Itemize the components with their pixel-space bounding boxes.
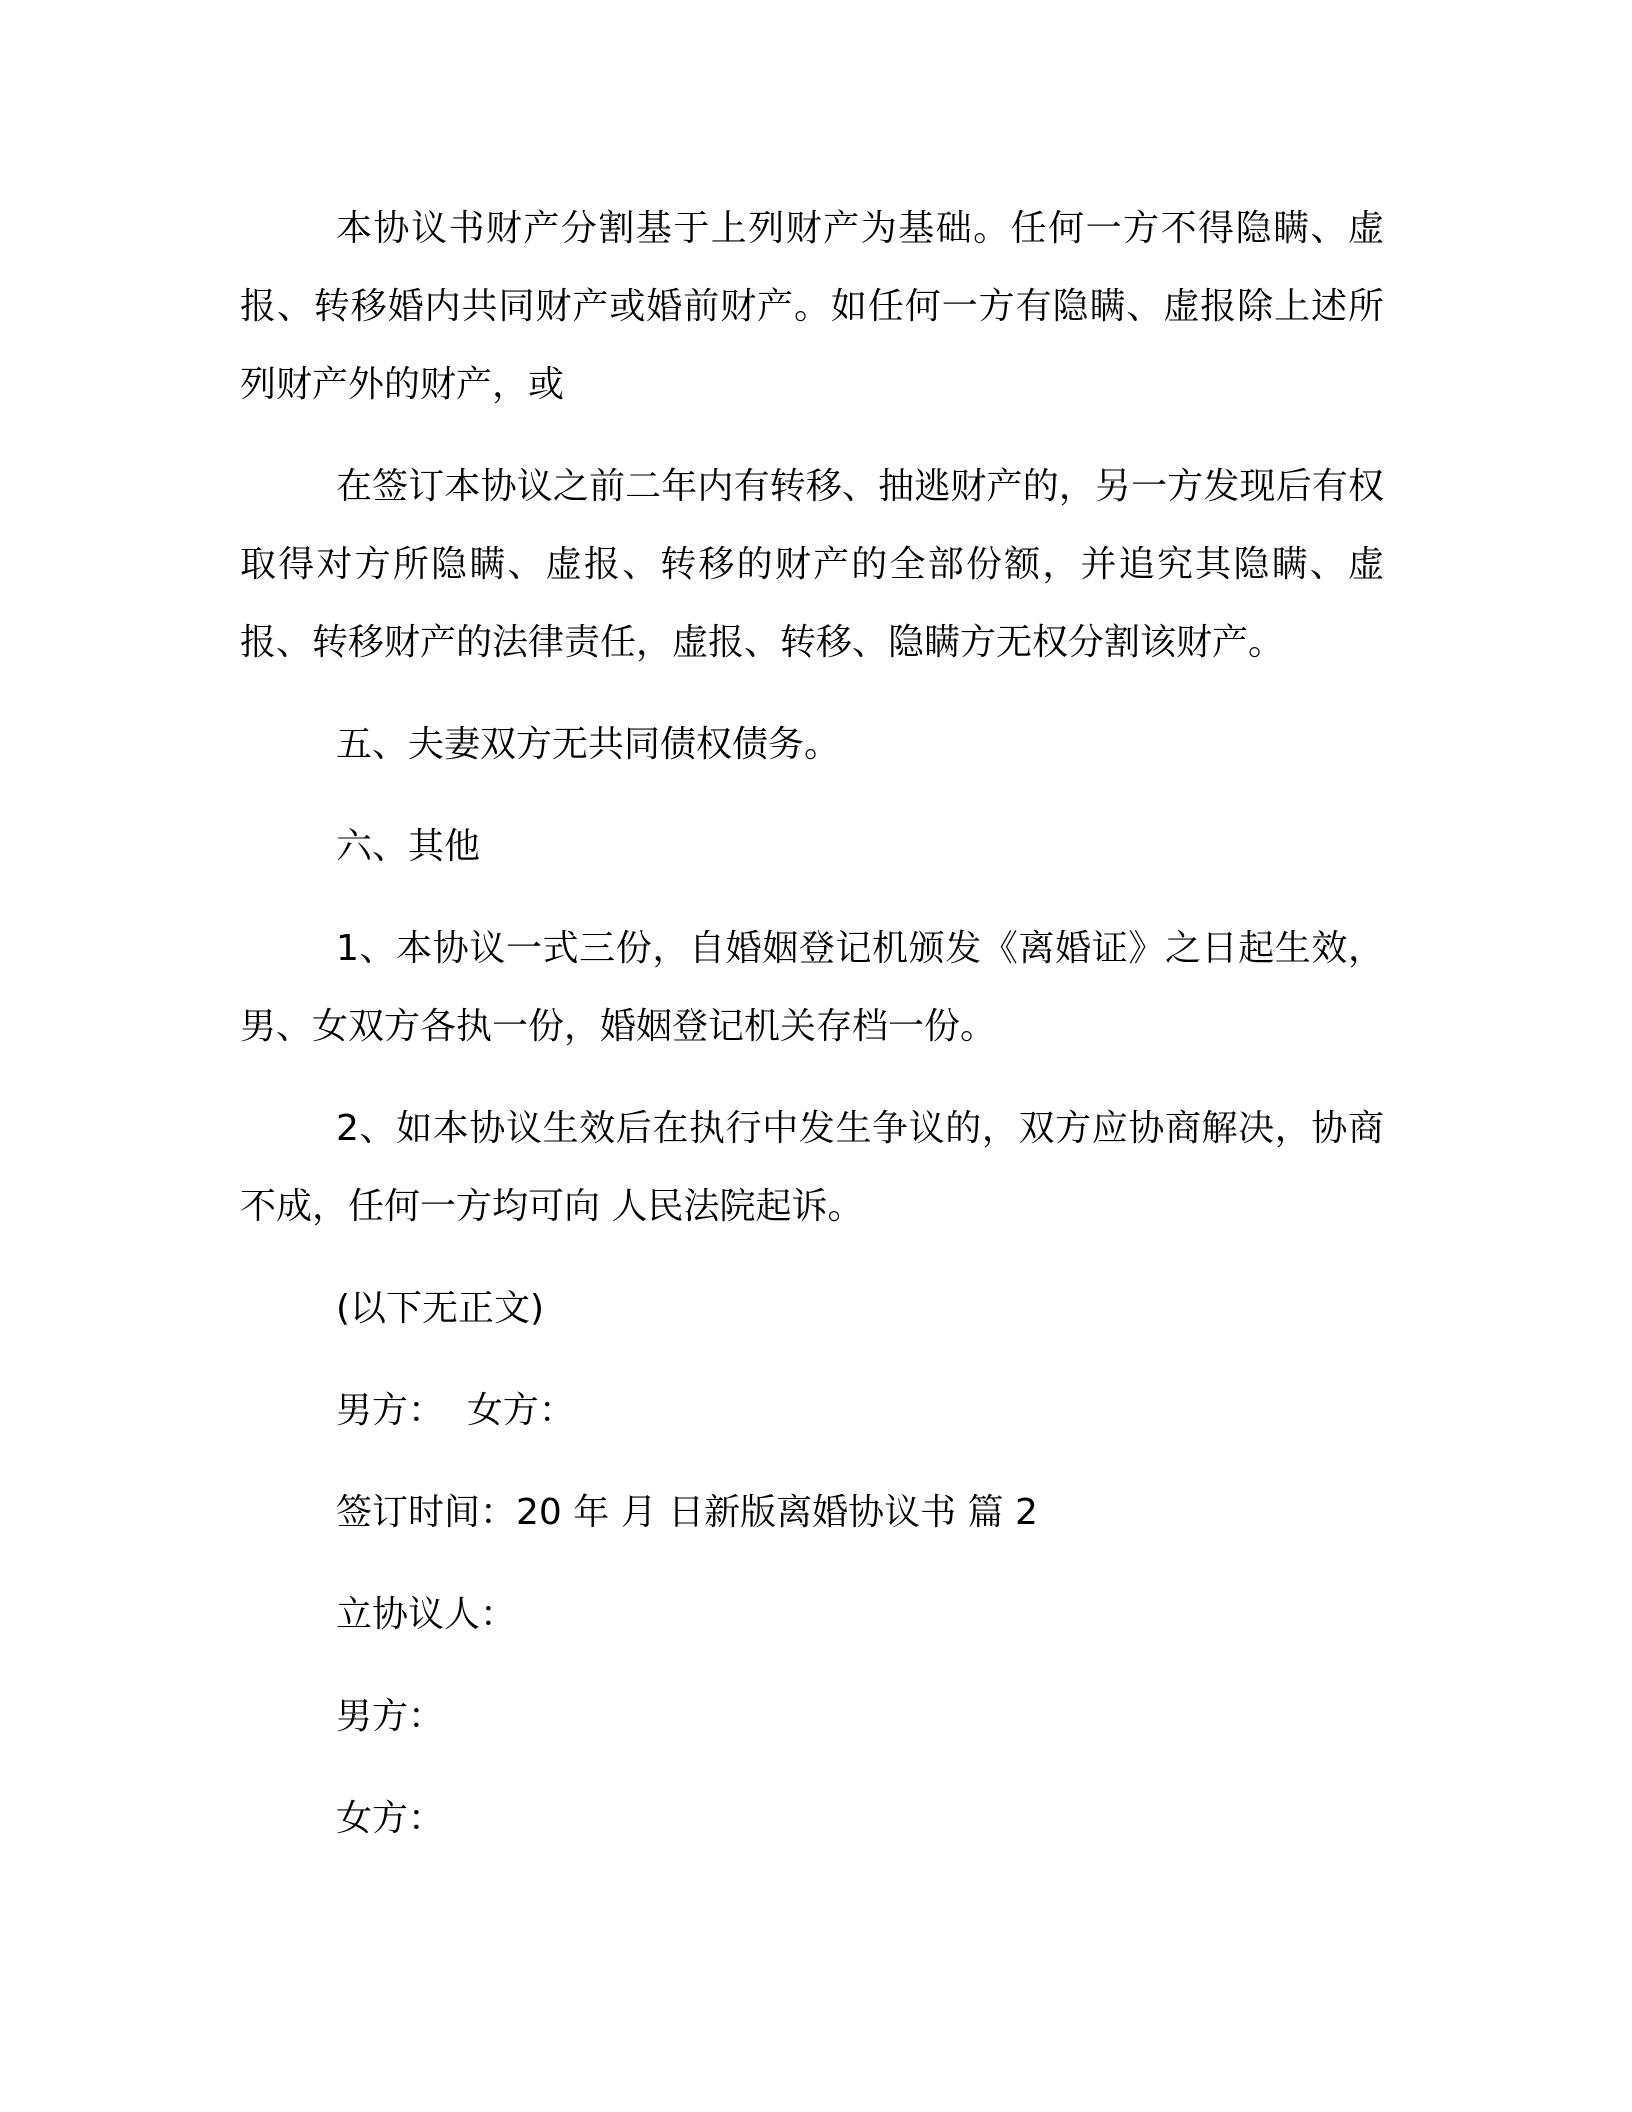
paragraph-signing-date: 签订时间：20 年 月 日新版离婚协议书 篇 2: [336, 1492, 1038, 1533]
paragraph-section-six: 六、其他: [336, 826, 481, 867]
document-body: [240, 190, 1384, 1882]
paragraph-female-party: 女方：: [336, 1798, 445, 1839]
paragraph-male-party: 男方：: [336, 1696, 445, 1737]
paragraph-item-one: 1、本协议一式三份，自婚姻登记机颁发《离婚证》之日起生效，男、女双方各执一份，婚姻登记机关存档一份。: [240, 928, 1384, 1047]
paragraph-parties-heading: 立协议人：: [336, 1594, 517, 1635]
paragraph-property-division: 本协议书财产分割基于上列财产为基础。任何一方不得隐瞒、虚报、转移婚内共同财产或婚前财产。如任何一方有隐瞒、虚报除上述所列财产外的财产，或: [240, 208, 1384, 405]
paragraph-concealment-penalty: 在签订本协议之前二年内有转移、抽逃财产的，另一方发现后有权取得对方所隐瞒、虚报、转移的财产的全部份额，并追究其隐瞒、虚报、转移财产的法律责任，虚报、转移、隐瞒方无权分割该财产。: [240, 466, 1384, 663]
paragraph-signatures: 男方： 女方：: [336, 1390, 575, 1431]
paragraph-no-further-text: (以下无正文): [336, 1288, 545, 1329]
paragraph-section-five: 五、夫妻双方无共同债权债务。: [336, 724, 841, 765]
paragraph-item-two: 2、如本协议生效后在执行中发生争议的，双方应协商解决，协商不成，任何一方均可向 人民法院起诉。: [240, 1108, 1384, 1227]
